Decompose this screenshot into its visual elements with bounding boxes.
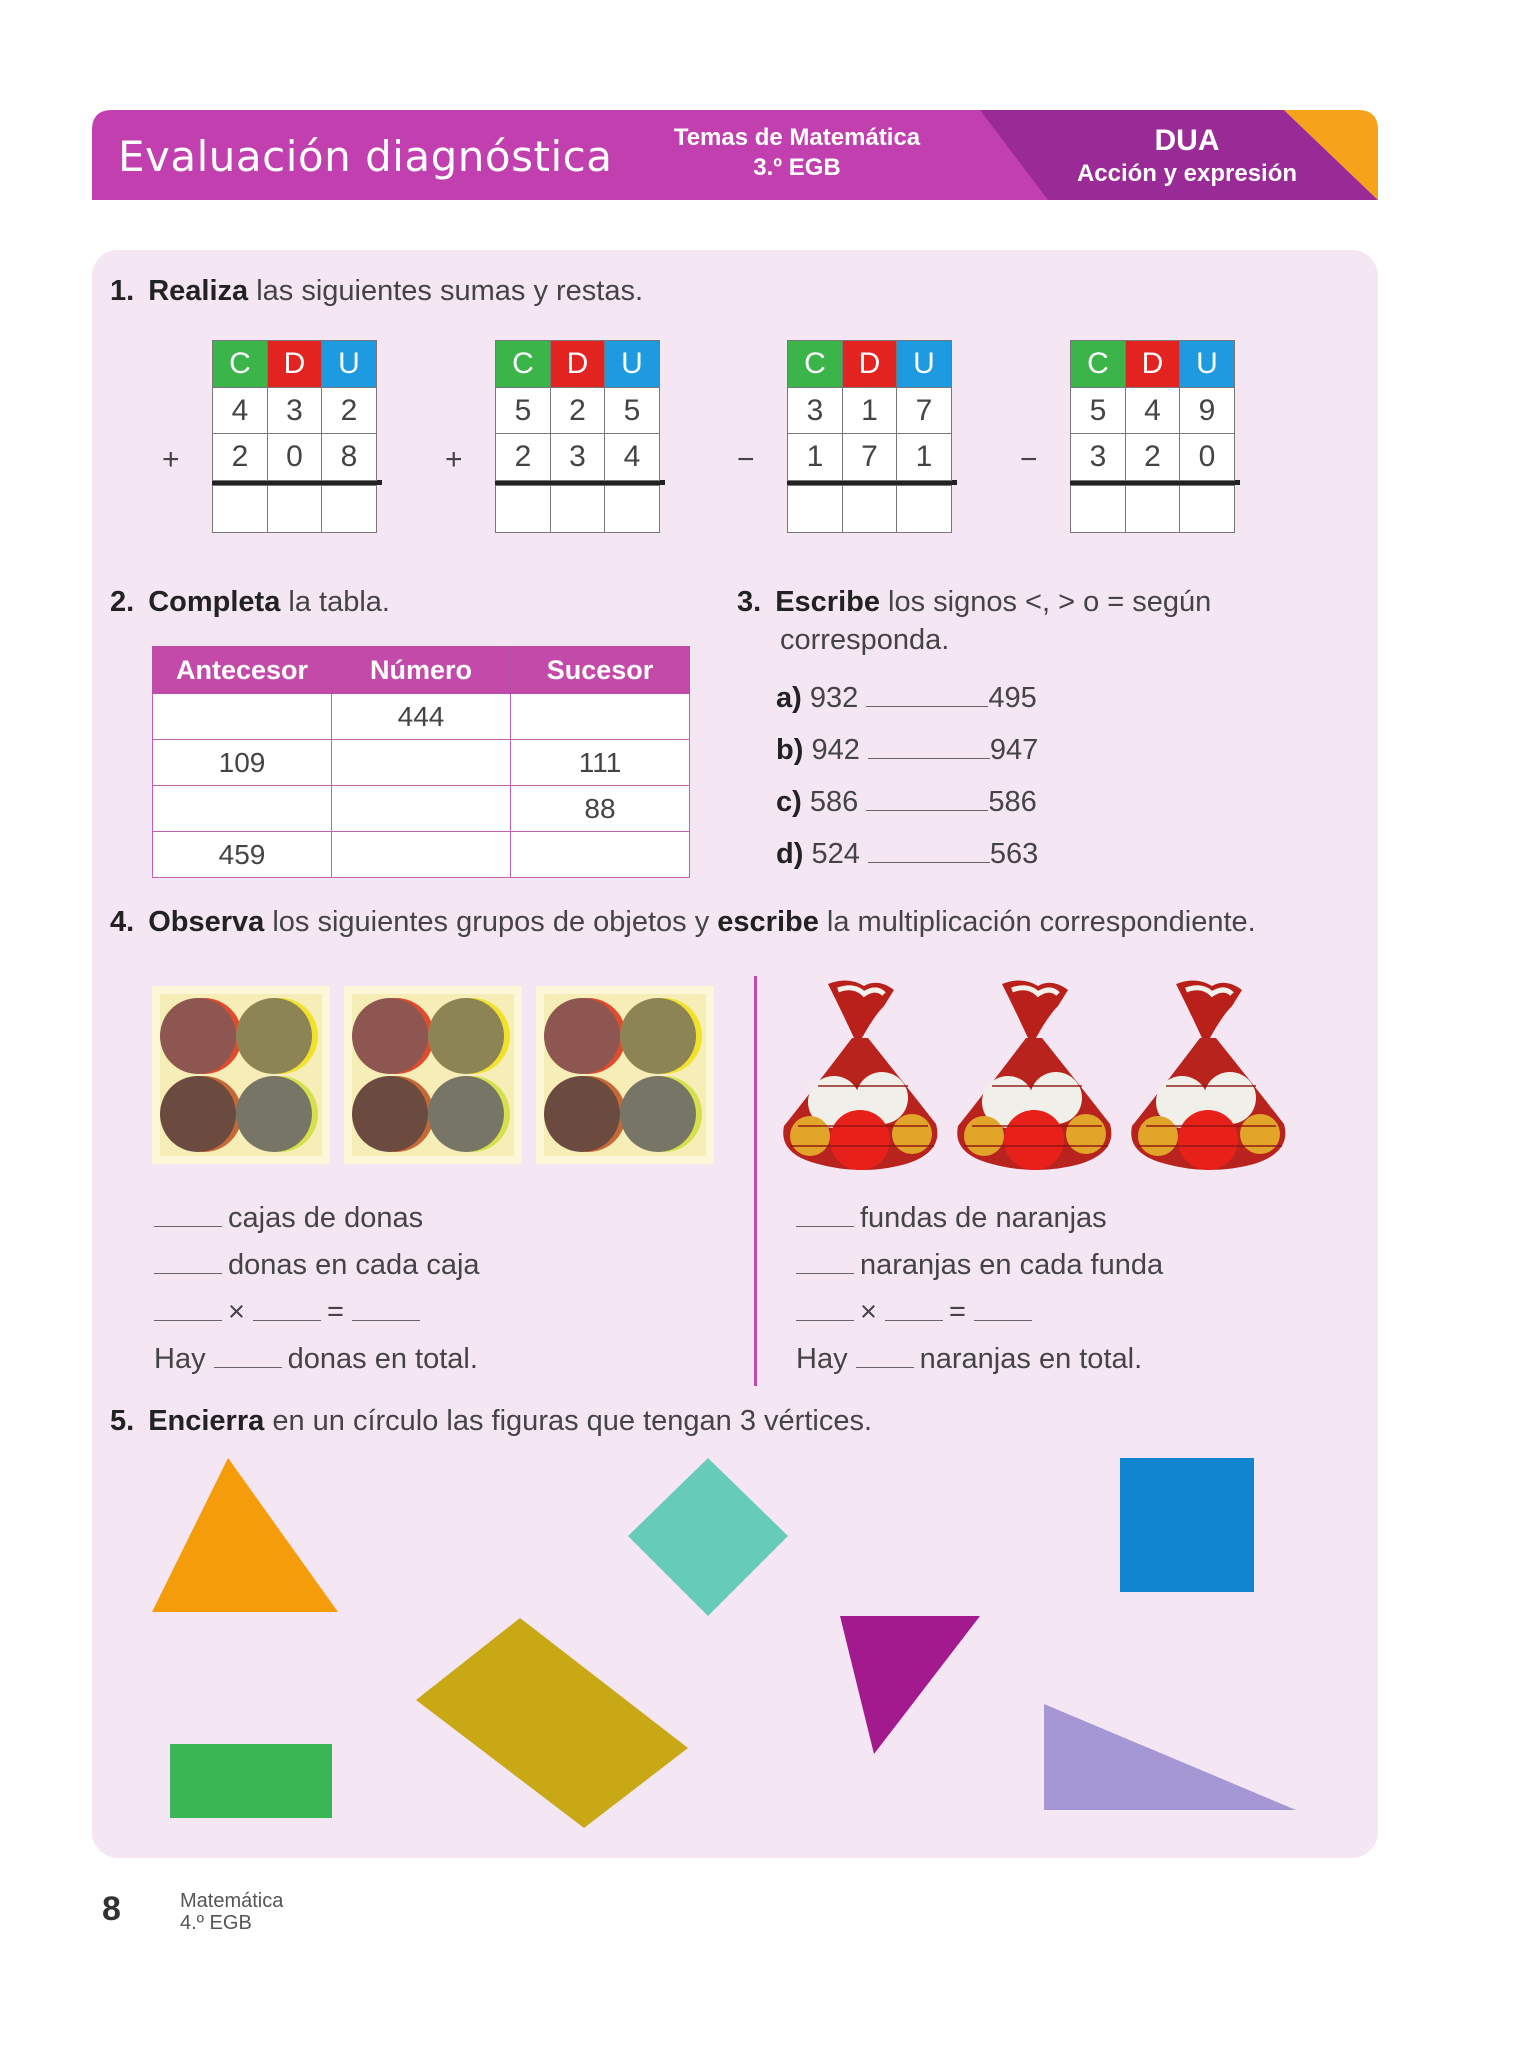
digit-cell: 0 xyxy=(267,433,323,481)
question-text: la multiplicación correspondiente. xyxy=(826,906,1256,938)
header-c: C xyxy=(1070,340,1126,388)
digit-cell: 2 xyxy=(321,387,377,435)
line-text: naranjas en total. xyxy=(919,1343,1143,1375)
right-number: 947 xyxy=(989,734,1039,766)
header-d: D xyxy=(1125,340,1181,388)
digit-cell: 5 xyxy=(495,387,551,435)
digit-cell: 2 xyxy=(1125,433,1181,481)
equals-sign: = xyxy=(327,1296,344,1328)
question-number: 3. xyxy=(737,586,762,618)
question-text: los siguientes grupos de objetos y xyxy=(272,906,710,938)
line-text: cajas de donas xyxy=(228,1202,424,1234)
header-d: D xyxy=(842,340,898,388)
right-number: 495 xyxy=(988,682,1037,714)
question-number: 5. xyxy=(110,1405,135,1437)
line-text: donas en total. xyxy=(287,1343,478,1375)
digit-cell: 9 xyxy=(1179,387,1235,435)
digit-cell: 7 xyxy=(896,387,952,435)
grade-label: 3.º EGB xyxy=(753,154,841,181)
shape-gold-rectangle[interactable] xyxy=(416,1618,688,1828)
equals-sign: = xyxy=(949,1296,966,1328)
question-text: la tabla. xyxy=(288,586,390,618)
question-verb: Escribe xyxy=(775,586,880,618)
question-text: en un círculo las figuras que tengan 3 vértices. xyxy=(272,1405,873,1437)
left-number: 942 xyxy=(811,734,860,766)
table-cell: 111 xyxy=(511,740,690,786)
table-cell: 459 xyxy=(153,832,332,878)
shape-purple-triangle[interactable] xyxy=(840,1616,980,1754)
digit-cell: 3 xyxy=(787,387,843,435)
digit-cell: 1 xyxy=(842,387,898,435)
column-header-antecesor: Antecesor xyxy=(153,647,332,694)
digit-cell: 5 xyxy=(1070,387,1126,435)
shape-lavender-triangle[interactable] xyxy=(1044,1704,1296,1810)
shape-teal-rhombus[interactable] xyxy=(628,1458,788,1616)
question-verb: Observa xyxy=(148,906,265,938)
operator-sign: + xyxy=(445,443,463,476)
question-number: 1. xyxy=(110,275,135,307)
table-cell: 444 xyxy=(332,694,511,740)
question-3-prompt-line2: corresponda. xyxy=(780,624,950,656)
table-cell: 88 xyxy=(511,786,690,832)
left-number: 586 xyxy=(809,786,859,818)
digit-cell: 5 xyxy=(604,387,660,435)
header-u: U xyxy=(604,340,660,388)
shape-green-rectangle[interactable] xyxy=(170,1744,332,1818)
question-verb: escribe xyxy=(717,906,819,938)
question-number: 2. xyxy=(110,586,135,618)
question-text: las siguientes sumas y restas. xyxy=(256,275,644,307)
header-u: U xyxy=(896,340,952,388)
digit-cell: 2 xyxy=(495,433,551,481)
digit-cell: 3 xyxy=(267,387,323,435)
line-text: Hay xyxy=(154,1343,206,1375)
item-label: d) xyxy=(776,838,804,870)
digit-cell: 7 xyxy=(842,433,898,481)
digit-cell: 3 xyxy=(1070,433,1126,481)
header-d: D xyxy=(267,340,323,388)
digit-cell: 2 xyxy=(212,433,268,481)
question-verb: Realiza xyxy=(148,275,249,307)
header-d: D xyxy=(550,340,606,388)
item-label: a) xyxy=(776,682,802,714)
header-u: U xyxy=(321,340,377,388)
left-number: 524 xyxy=(811,838,860,870)
right-number: 586 xyxy=(988,786,1037,818)
page-title: Evaluación diagnóstica xyxy=(118,132,613,181)
item-label: b) xyxy=(776,734,804,766)
digit-cell: 0 xyxy=(1179,433,1235,481)
header-c: C xyxy=(787,340,843,388)
footer-subject: Matemática xyxy=(180,1890,284,1912)
operator-sign: + xyxy=(162,443,180,476)
question-number: 4. xyxy=(110,906,135,938)
shape-orange-triangle[interactable] xyxy=(152,1458,338,1612)
header-u: U xyxy=(1179,340,1235,388)
line-text: fundas de naranjas xyxy=(860,1202,1107,1234)
question-verb: Completa xyxy=(148,586,281,618)
column-header-numero: Número xyxy=(332,647,511,694)
page-number: 8 xyxy=(102,1890,121,1928)
operator-sign: − xyxy=(737,443,755,476)
left-number: 932 xyxy=(809,682,859,714)
times-sign: × xyxy=(860,1296,877,1328)
question-text: los signos <, > o = según xyxy=(888,586,1212,618)
line-text: naranjas en cada funda xyxy=(860,1249,1164,1281)
table-cell: 109 xyxy=(153,740,332,786)
digit-cell: 3 xyxy=(550,433,606,481)
times-sign: × xyxy=(228,1296,245,1328)
digit-cell: 1 xyxy=(896,433,952,481)
column-header-sucesor: Sucesor xyxy=(511,647,690,694)
digit-cell: 4 xyxy=(1125,387,1181,435)
header-c: C xyxy=(495,340,551,388)
right-number: 563 xyxy=(989,838,1039,870)
digit-cell: 8 xyxy=(321,433,377,481)
operator-sign: − xyxy=(1020,443,1038,476)
line-text: Hay xyxy=(796,1343,848,1375)
header-c: C xyxy=(212,340,268,388)
subject-label: Temas de Matemática xyxy=(673,124,921,151)
digit-cell: 1 xyxy=(787,433,843,481)
question-verb: Encierra xyxy=(148,1405,265,1437)
digit-cell: 4 xyxy=(604,433,660,481)
dua-label: DUA xyxy=(1154,124,1220,157)
digit-cell: 4 xyxy=(212,387,268,435)
dua-subtitle: Acción y expresión xyxy=(1076,160,1298,187)
shape-blue-square[interactable] xyxy=(1120,1458,1254,1592)
digit-cell: 2 xyxy=(550,387,606,435)
item-label: c) xyxy=(776,786,802,818)
footer-grade: 4.º EGB xyxy=(180,1912,252,1934)
line-text: donas en cada caja xyxy=(228,1249,480,1281)
